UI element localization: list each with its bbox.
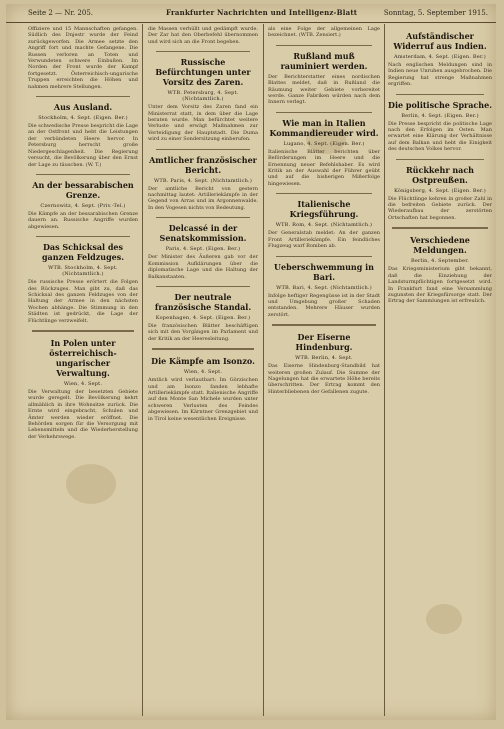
article-headline: Rußland muß rauminiert werden. [280, 50, 368, 71]
article-body: Die Verwaltung der besetzten Gebiete wurde geregelt. Die Bevölkerung kehrt allmählich in ihre Wohnsitze zurück. Die Ernte wird eingebracht, Schulen und Ämter werden wieder eröffnet. Die Behörden sorgen für die Versorgung mit Lebensmitteln und die Wiederherstellung der Verkehrswege. [28, 388, 138, 440]
article-headline: Verschiedene Meldungen. [410, 235, 470, 256]
article-divider [36, 174, 130, 175]
article-dateline: Wien, 4. Sept. [183, 369, 223, 376]
article-headline: Russische Befürchtungen unter Vorsitz des Zaren. [155, 57, 251, 88]
article-body: Nach englischen Meldungen sind in Indien neue Unruhen ausgebrochen. Die Regierung hat strenge Maßnahmen ergriffen. [388, 62, 492, 88]
article-divider [396, 94, 484, 95]
article-divider [392, 227, 488, 229]
newspaper-page [6, 4, 496, 720]
article-headline: Aus Ausland. [53, 102, 113, 113]
article-headline: In Polen unter österreichisch-ungarischer Verwaltung. [49, 337, 117, 378]
article [28, 102, 138, 168]
article [28, 242, 138, 324]
article-divider [276, 112, 372, 113]
article-divider [32, 330, 134, 332]
page-number: Seite 2 — Nr. 205. [28, 9, 93, 17]
article-body: Infolge heftiger Regengüsse ist in der Stadt und Umgebung großer Schaden entstanden. Mehrere Häuser wurden zerstört. [268, 292, 380, 318]
article-body: Der Berichterstatter eines nordischen Blattes meldet, daß in Rußland die Räumung weiter Gebiete vorbereitet werde. Ganze Fabriken würden nach dem Innern verlegt. [268, 73, 380, 106]
article-divider [396, 159, 484, 160]
article-headline: Ueberschwemmung in Bari. [274, 261, 374, 282]
article-body: Die Presse bespricht die politische Lage nach den Erfolgen im Osten. Man erwartet eine Klärung der Verhältnisse auf dem Balkan und hebt die Einigkeit des deutschen Volkes hervor. [388, 120, 492, 153]
article-dateline: Lugano, 4. Sept. (Eigen. Ber.) [283, 140, 365, 147]
article-divider [36, 96, 130, 97]
article-body: als eine Folge der allgemeinen Lage bezeichnet. (WTB. Zensiert.) [268, 26, 380, 39]
article-dateline: WTB. Paris, 4. Sept. (Nichtamtlich.) [154, 177, 252, 184]
article-dateline: Paris, 4. Sept. (Eigen. Ber.) [165, 246, 241, 253]
article [148, 356, 258, 422]
article-dateline: WTB. Petersburg, 4. Sept. (Nichtamtlich.) [167, 90, 239, 103]
article-headline: Der neutrale französische Standal. [154, 291, 252, 312]
article-headline: Die Kämpfe am Isonzo. [151, 356, 255, 367]
article [148, 155, 258, 212]
article-headline: An der bessarabischen Grenze. [32, 179, 134, 200]
article-dateline: Stockholm, 4. Sept. (Eigen. Ber.) [38, 115, 128, 122]
article-divider [156, 286, 250, 287]
article-body: die Massen verhüllt und gedämpft wurde. Der Zar hat den Oberbefehl übernommen und wird sich an die Front begeben. [148, 26, 258, 45]
article-dateline: Amsterdam, 4. Sept. (Eigen. Ber.) [394, 54, 486, 60]
article-body: Italienische Blätter berichten über Beförderungen im Heere und die Ernennung neuer Befehlshaber. Es wird Kritik an der Auswahl der Führer geübt und auf die bisherigen Mißerfolge hingewiesen. [268, 148, 380, 187]
article-dateline: WTB. Stockholm, 4. Sept. (Nichtamtlich.) [48, 265, 118, 278]
article [268, 51, 380, 106]
article [268, 262, 380, 319]
article-body: Die französischen Blätter beschäftigen sich mit den Vorgängen im Parlament und der Kritik an der Heeresleitung. [148, 322, 258, 342]
issue-date: Sonntag, 5. September 1915. [383, 9, 488, 17]
article-headline: Der Eiserne Hindenburg. [295, 332, 353, 353]
column-2 [148, 26, 258, 716]
article-dateline: WTB. Bari, 4. Sept. (Nichtamtlich.) [276, 284, 372, 291]
article-body: Das Eiserne Hindenburg-Standbild hat weiteren großen Zulauf. Die Summe der Nagelungen hat die erwartete Höhe bereits überschritten. Der Ertrag kommt den Hinterbliebenen der Gefallenen zugute. [268, 363, 380, 395]
article-body: Die Kämpfe an der bessarabischen Grenze dauern an. Russische Angriffe wurden abgewiesen. [28, 210, 138, 230]
article-headline: Italienische Kriegsführung. [289, 199, 359, 220]
article-dateline: Berlin, 4. September. [410, 258, 470, 265]
article [28, 338, 138, 440]
article-divider [36, 236, 130, 237]
article-divider [152, 348, 254, 350]
article-headline: Die politische Sprache. [388, 99, 492, 110]
article-dateline: Berlin, 4. Sept. (Eigen. Ber.) [401, 112, 479, 119]
article-body: Der Minister des Äußeren gab vor der Kommission Aufklärungen über die diplomatische Lage und die Haltung der Balkanstaaten. [148, 254, 258, 280]
article-divider [272, 324, 376, 326]
article-divider [276, 45, 372, 46]
article-body: Amtlich wird verlautbart: Im Görzischen und am Isonzo fanden lebhafte Artilleriekämpfe statt. Italienische Angriffe auf den Monte San Michele wurden unter schweren Verlusten des Feindes abgewiesen. Im Kärntner Grenzgebiet und in Tirol keine wesentlichen Ereignisse. [148, 377, 258, 422]
article-headline: Amtlicher französischer Bericht. [149, 154, 257, 175]
column-rule [384, 24, 385, 716]
article-body: Der Generalstab meldet: An der ganzen Front Artilleriekämpfe. Ein feindliches Flugzeug warf Bomben ab. [268, 230, 380, 250]
article [388, 235, 492, 304]
article-body: Die Flüchtlinge kehren in großer Zahl in die befreiten Gebiete zurück. Der Wiederaufbau der zerstörten Ortschaften hat begonnen. [388, 195, 492, 221]
page-header [6, 4, 496, 23]
article-headline: Aufständischer Widerruf aus Indien. [393, 31, 487, 51]
column-1 [28, 26, 138, 716]
masthead-title: Frankfurter Nachrichten und Intelligenz-Blatt [166, 8, 358, 17]
article-body: Das Kriegsministerium gibt bekannt, daß die Einziehung der Landsturmpflichtigen fortgesetzt wird. In Frankfurt fand eine Versammlung zugunsten der Kriegsfürsorge statt. Der Ertrag der Sammlungen ist erfreulich. [388, 266, 492, 305]
article-dateline: WTB. Rom, 4. Sept. (Nichtamtlich.) [275, 222, 373, 229]
article [148, 223, 258, 280]
article [28, 180, 138, 230]
article [268, 199, 380, 249]
article-body: Offiziere und 15 Mannschaften gefangen. Südlich des Dnjestr wurde der Feind zurückgeworfen. Die Armee setzte den Angriff fort und machte Gefangene. Die Russen verloren an Toten und Verwundeten schwere Einbußen. Im Norden der Front wurde der Kampf fortgesetzt. Österreichisch-ungarische Truppen erreichten die Höhen und nahmen mehrere Stellungen. [28, 26, 138, 90]
article-divider [156, 149, 250, 150]
article-divider [276, 193, 372, 194]
article-headline: Das Schicksal des ganzen Feldzuges. [41, 242, 125, 263]
column-rule [263, 24, 264, 716]
article-body: Die schwedische Presse bespricht die Lage an der Ostfront und hebt die Leistungen der verbündeten Heere hervor. In Petersburg herrscht große Niedergeschlagenheit. Die Regierung versucht, die Bevölkerung über den Ernst der Lage zu täuschen. (W. T.) [28, 123, 138, 168]
column-4 [388, 26, 492, 716]
article-divider [156, 217, 250, 218]
article [28, 26, 138, 90]
article [148, 57, 258, 142]
article [148, 26, 258, 45]
article-dateline: Kopenhagen, 4. Sept. (Eigen. Ber.) [155, 314, 251, 321]
article-body: Die russische Presse erörtert die Folgen des Rückzuges. Man gibt zu, daß das Schicksal des ganzen Feldzuges von der Haltung der Armee in den nächsten Wochen abhänge. Die Stimmung in den Städten ist gedrückt, die Lage der Flüchtlinge verzweifelt. [28, 279, 138, 324]
article-body: Unter dem Vorsitz des Zaren fand ein Ministerrat statt, in dem über die Lage beraten wurde. Man befürchtet weitere Verluste und erwägt Maßnahmen zur Verteidigung der Hauptstadt. Die Duma wird zu einer Sondersitzung einberufen. [148, 104, 258, 143]
article-headline: Wie man in Italien Kommandiereuder wird. [269, 117, 379, 138]
article [148, 292, 258, 342]
article [268, 332, 380, 395]
article-divider [156, 51, 250, 52]
column-rule [142, 24, 143, 716]
article [268, 118, 380, 187]
article [388, 165, 492, 222]
article-dateline: WTB. Berlin, 4. Sept. [295, 355, 353, 362]
article-dateline: Wien, 4. Sept. [63, 380, 103, 387]
article [388, 100, 492, 153]
article-dateline: Königsberg, 4. Sept. (Eigen. Ber.) [394, 187, 486, 194]
article [388, 31, 492, 88]
article-body: Der amtliche Bericht von gestern nachmittag lautet: Artilleriekämpfe in der Gegend von Arras und im Argonnenwalde. In den Vogesen nichts von Bedeutung. [148, 185, 258, 211]
article [268, 26, 380, 39]
column-3 [268, 26, 380, 716]
article-headline: Delcassé in der Senatskommission. [159, 223, 247, 244]
article-dateline: Czernowitz, 4. Sept. (Priv.-Tel.) [40, 202, 126, 209]
article-divider [276, 256, 372, 257]
article-headline: Rückkehr nach Ostpreußen. [405, 164, 474, 185]
